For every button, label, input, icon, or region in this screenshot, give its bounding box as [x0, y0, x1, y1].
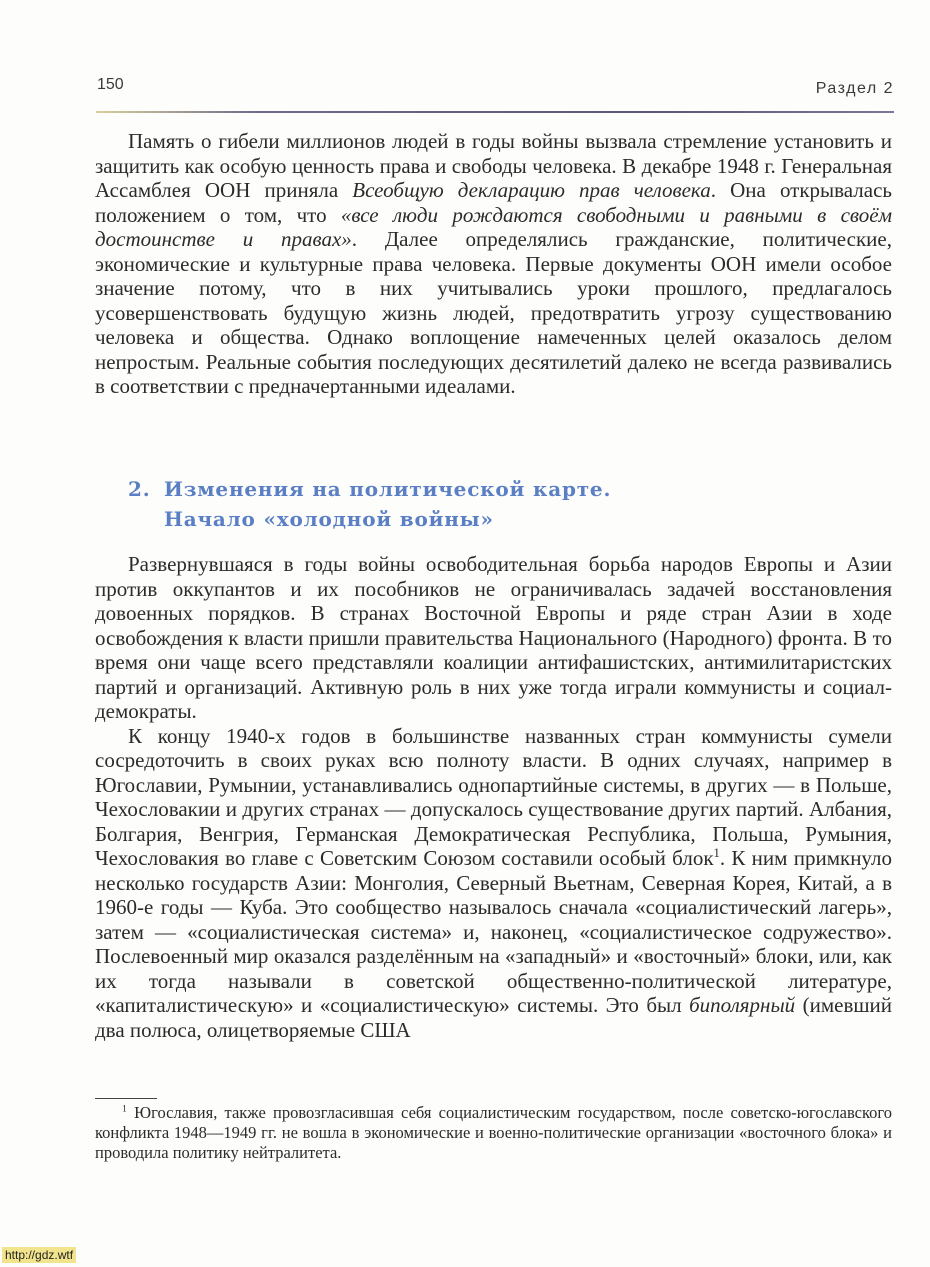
section-number: 2.: [128, 477, 151, 501]
footnote: [95, 1103, 892, 1163]
declaration-quote: «все люди рождаются свободными и равными в своём достоинстве и правах»: [95, 202, 892, 251]
section-title-line1: Изменения на политической карте.: [164, 477, 612, 501]
section-paragraph-2: [95, 724, 892, 1043]
section-heading-line1: [128, 474, 611, 504]
footnote-reference[interactable]: 1: [713, 846, 720, 860]
page-number: 150: [97, 76, 124, 93]
watermark-link[interactable]: http://gdz.wtf: [2, 1247, 76, 1263]
footnote-mark: 1: [122, 1103, 127, 1115]
para2-text-2: . К ним примкнуло несколько государств Азии: Монголия, Северный Вьетнам, Северная Корея, Китай, а в 1960-е годы — Куба. Это сообщество называлось сначала «социалистический лагерь», затем — «социалистическая система» и, наконец, «социалистическое содружество». Послевоенный мир оказался разделённым на «западный» и «восточный» блоки, или, как их тогда называли в советской общественно-политической литературе, «капиталистическую» и «социалистическую» системы. Это был: [95, 846, 892, 1017]
intro-block: [95, 129, 892, 399]
footnote-rule: [95, 1098, 157, 1099]
para2-text-1: К концу 1940-х годов в большинстве названных стран коммунисты сумели сосредоточить в своих руках всю полноту власти. В одних случаях, например в Югославии, Румынии, устанавливались однопартийные системы, в других — в Польше, Чехословакии и других странах — допускалось существование других партий. Албания, Болгария, Венгрия, Германская Демократическая Республика, Польша, Румыния, Чехословакия во главе с Советским Союзом составили особый блок: [95, 723, 892, 870]
section-body: [95, 552, 892, 1042]
declaration-title: Всеобщую декларацию прав человека: [352, 178, 711, 202]
footnote-text: Югославия, также провозгласившая себя социалистическим государством, после советско-югославского конфликта 1948—1949 гг. не вошла в экономические и военно-политические организации «восточного блока» и проводила политику нейтралитета.: [95, 1103, 892, 1162]
section-paragraph-1: Развернувшаяся в годы войны освободительная борьба народов Европы и Азии против оккупантов и их пособников не ограничивалась задачей восстановления довоенных порядков. В странах Восточной Европы и ряде стран Азии в ходе освобождения к власти пришли правительства Национального (Народного) фронта. В то время они чаще всего представляли коалиции антифашистских, антимилитаристских партий и организаций. Активную роль в них уже тогда играли коммунисты и социал-демократы.: [95, 552, 892, 723]
section-title-line2: Начало «холодной войны»: [164, 507, 494, 531]
header-rule: [96, 111, 894, 113]
section-heading: [128, 474, 611, 534]
bipolar-term: биполярный: [689, 993, 796, 1017]
intro-paragraph: [95, 129, 892, 399]
intro-text-3: . Далее определялись гражданские, политические, экономические и культурные права человека. Первые документы ООН имели особое значение потому, что в них учитывались уроки прошлого, предлагалось усовершенствовать будущую жизнь людей, предотвратить угрозу существованию человека и общества. Однако воплощение намеченных целей оказалось делом непростым. Реальные события последующих десятилетий далеко не всегда развивались в соответствии с предначертанными идеалами.: [95, 227, 892, 398]
intro-text-1: Память о гибели миллионов людей в годы войны вызвала стремление установить и защитить как особую ценность права и свободы человека. В декабре 1948 г. Генеральная Ассамблея ООН приняла: [95, 129, 892, 202]
section-label: Раздел 2: [815, 80, 894, 97]
intro-text-2: . Она открывалась положением о том, что: [95, 178, 892, 227]
para2-text-3: (имевший два полюса, олицетворяемые США: [95, 993, 893, 1042]
